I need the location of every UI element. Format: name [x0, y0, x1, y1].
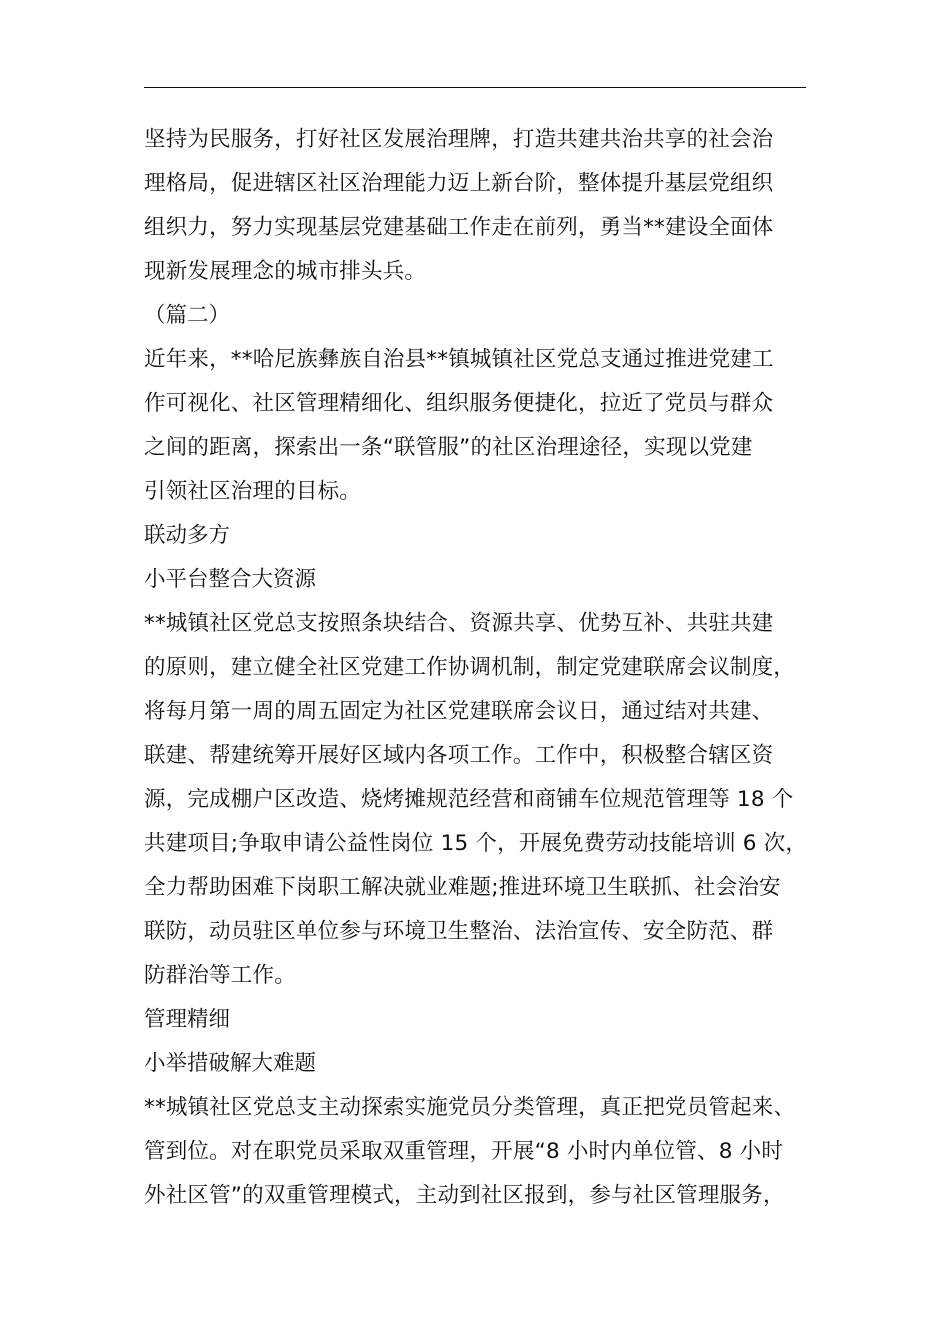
text-line: 的原则，建立健全社区党建工作协调机制，制定党建联席会议制度， — [144, 655, 796, 680]
header-rule — [144, 87, 806, 88]
text-line: 之间的距离，探索出一条“联管服”的社区治理途径，实现以党建 — [144, 435, 753, 460]
text-line: 作可视化、社区管理精细化、组织服务便捷化，拉近了党员与群众 — [144, 391, 774, 416]
text-line: 组织力，努力实现基层党建基础工作走在前列，勇当**建设全面体 — [144, 215, 774, 240]
heading-guanli — [144, 998, 812, 1042]
text-line: 联防，动员驻区单位参与环境卫生整治、法治宣传、安全防范、群 — [144, 919, 774, 944]
text-line: 共建项目;争取申请公益性岗位 15 个，开展免费劳动技能培训 6 次， — [144, 831, 808, 856]
subheading-platform — [144, 558, 812, 602]
document-body — [144, 118, 812, 1218]
text-line: 防群治等工作。 — [144, 963, 296, 988]
paragraph-platform-body — [144, 602, 812, 998]
paragraph-measures-body — [144, 1086, 812, 1218]
heading-liandong — [144, 514, 812, 558]
text-line: 引领社区治理的目标。 — [144, 479, 362, 504]
text-line: 将每月第一周的周五固定为社区党建联席会议日，通过结对共建、 — [144, 699, 774, 724]
text-line: 现新发展理念的城市排头兵。 — [144, 259, 427, 284]
text-line: 管理精细 — [144, 1007, 231, 1032]
text-line: 近年来，**哈尼族彝族自治县**镇城镇社区党总支通过推进党建工 — [144, 347, 774, 372]
text-line: 管到位。对在职党员采取双重管理，开展“8 小时内单位管、8 小时 — [144, 1139, 784, 1164]
part-two-label — [144, 294, 812, 338]
text-line: 小举措破解大难题 — [144, 1051, 317, 1076]
text-line: 源，完成棚户区改造、烧烤摊规范经营和商铺车位规范管理等 18 个 — [144, 787, 794, 812]
paragraph-part-two-intro — [144, 338, 812, 514]
text-line: 全力帮助困难下岗职工解决就业难题;推进环境卫生联抓、社会治安 — [144, 875, 781, 900]
text-line: **城镇社区党总支按照条块结合、资源共享、优势互补、共驻共建 — [144, 611, 774, 636]
text-line: 坚持为民服务，打好社区发展治理牌，打造共建共治共享的社会治 — [144, 127, 774, 152]
text-line: 小平台整合大资源 — [144, 567, 317, 592]
text-line: 外社区管”的双重管理模式，主动到社区报到，参与社区管理服务， — [144, 1183, 785, 1208]
text-line: （篇二） — [144, 303, 231, 328]
text-line: 理格局，促进辖区社区治理能力迈上新台阶，整体提升基层党组织 — [144, 171, 774, 196]
text-line: 联动多方 — [144, 523, 231, 548]
text-line: **城镇社区党总支主动探索实施党员分类管理，真正把党员管起来、 — [144, 1095, 796, 1120]
subheading-measures — [144, 1042, 812, 1086]
text-line: 联建、帮建统筹开展好区域内各项工作。工作中，积极整合辖区资 — [144, 743, 774, 768]
paragraph-intro-continuation — [144, 118, 812, 294]
